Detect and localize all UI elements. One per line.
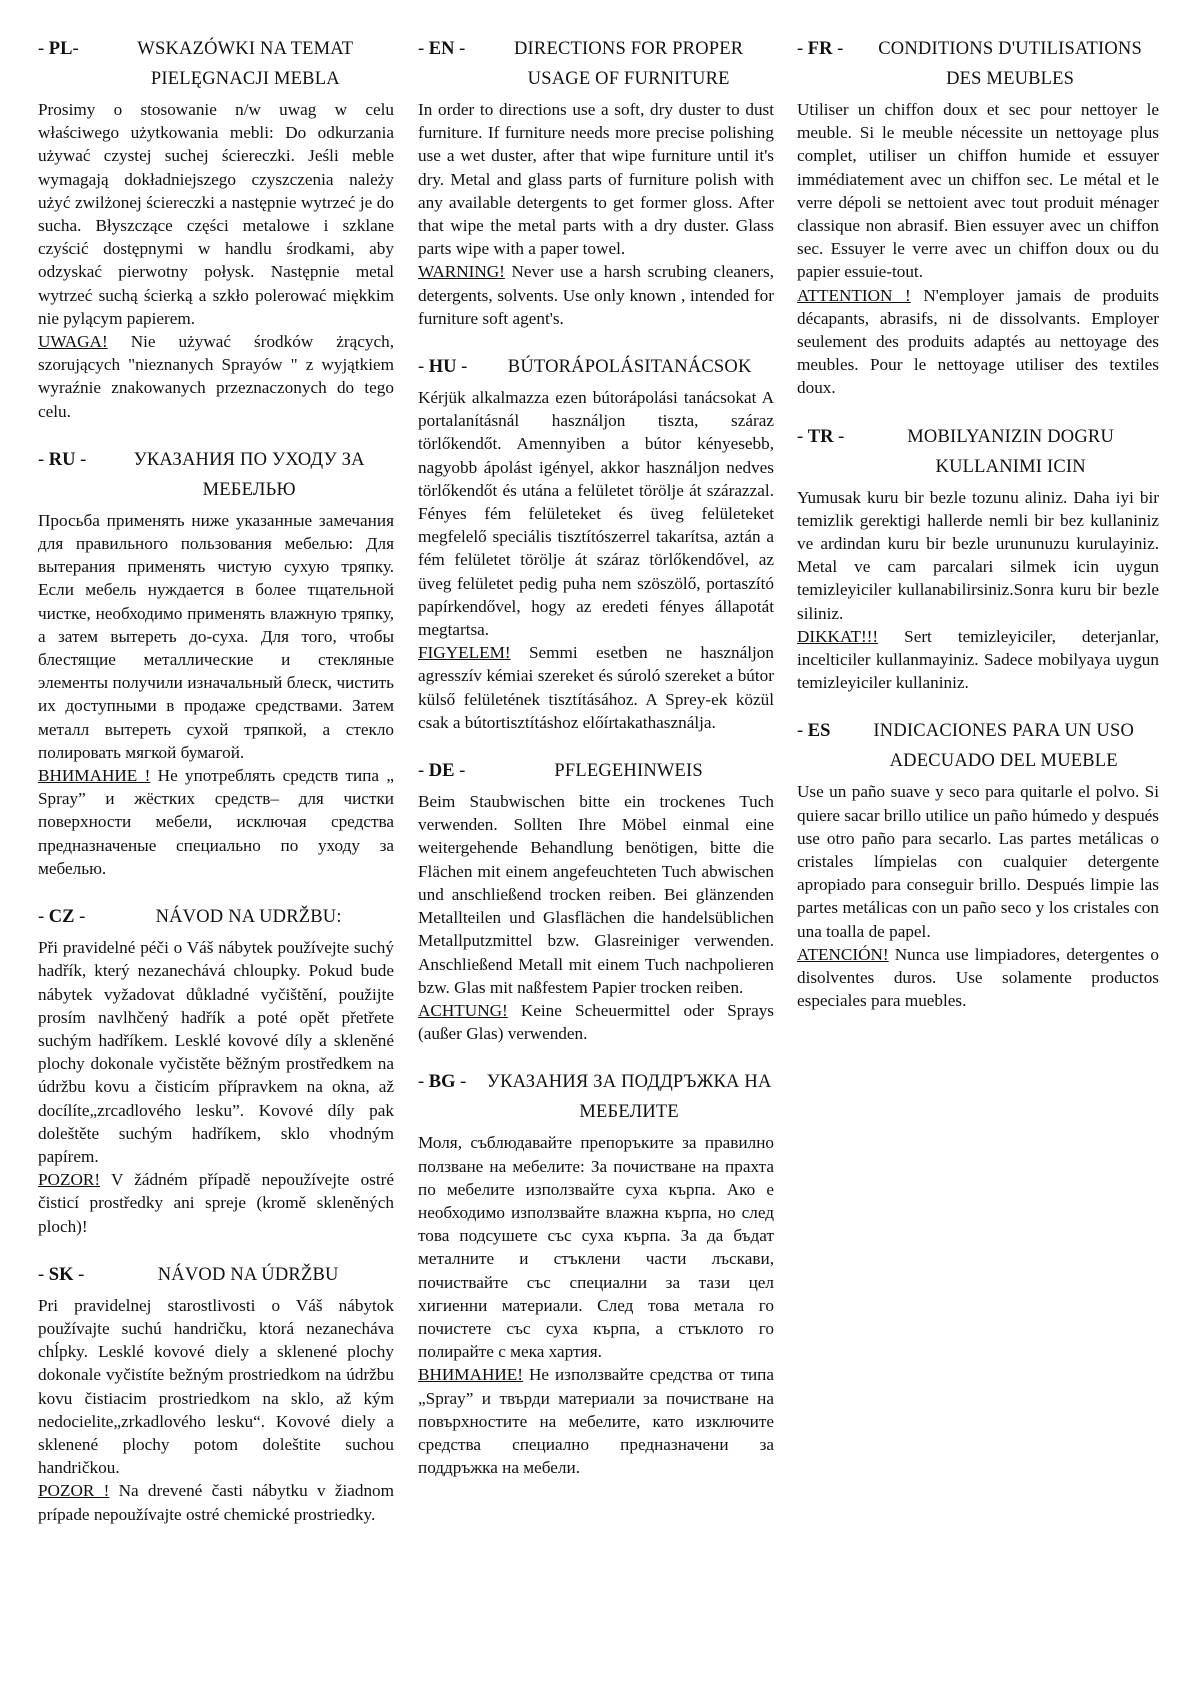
language-code: - PL- (38, 39, 79, 59)
warning-label: ACHTUNG! (418, 1000, 508, 1020)
language-code: - CZ - (38, 907, 86, 928)
section-warning (418, 641, 774, 734)
section-body: Kérjük alkalmazza ezen bútorápolási tanácsokat A portalanításnál használjon tiszta, száraz törlőkendőt. Amennyiben a bútor kényesebb, nagyobb ápolást igényel, akkor használjon nedves törlőkendőt és utána a felületet törölje át szárazzal. Fényes fém felületeket és üveg felületeket megfelelő speciális tisztítószerrel takarítsa, aztán a fém felületet törölje át száraz törlőkendővel, az üveg felületet pedig puha nem szöszölő, portaszító papírkendővel, hogy az eredeti fényes állapotát megtartsa. (418, 388, 774, 640)
column-middle (418, 34, 774, 1501)
section-warning (418, 999, 774, 1045)
section-warning (797, 943, 1159, 1013)
warning-label: UWAGA! (38, 332, 108, 352)
section-warning (38, 764, 394, 880)
warning-text: Не използвайте средства от типа „Spray” и твърди материали за почистване на повърхностите на мебелите, като изключите средства специално предназначени за поддръжка на мебели. (418, 1365, 774, 1478)
section-en (418, 34, 774, 330)
warning-text: Na drevené časti nábytku v žiadnom prípade nepoužívajte ostré chemické prostriedky. (38, 1481, 395, 1524)
section-header (418, 352, 774, 382)
warning-text: Nie używać środków żrących, szorujących "nieznanych Sprayów " z wyjątkiem wyraźnie znakowanych przeznaczonych do tego celu. (38, 332, 394, 421)
section-header (38, 34, 394, 94)
section-title: BÚTORÁPOLÁSITANÁCSOK (507, 357, 752, 378)
section-warning (418, 260, 774, 330)
warning-label: ATENCIÓN! (797, 944, 889, 964)
section-title: WSKAZÓWKI NA TEMAT PIELĘGNACJI MEBLA (137, 39, 354, 89)
warning-label: FIGYELEM! (418, 643, 511, 663)
warning-text: Semmi esetben ne használjon agresszív kémiai szereket és súroló szereket a bútor külső felületének tisztításához. A Sprey-ek közül csak a bútortisztításhoz előírtakathasználja. (418, 643, 774, 732)
section-header (38, 445, 394, 505)
warning-text: Sert temizleyiciler, deterjanlar, incelticiler kullanmayiniz. Sadece mobilyaya uygun temizleyiciler kullaniniz. (797, 626, 1159, 693)
section-pl (38, 34, 394, 423)
language-code: - SK - (38, 1264, 85, 1285)
section-title: NÁVOD NA ÚDRŽBU (157, 1264, 339, 1285)
section-header (797, 34, 1159, 94)
section-title: УКАЗАНИЯ ЗА ПОДДРЪЖКА НА МЕБЕЛИТЕ (486, 1072, 772, 1123)
section-bg (418, 1067, 774, 1479)
section-body: Prosimy o stosowanie n/w uwag w celu właściwego użytkowania mebli: Do odkurzania używać czystej suchej ściereczki. Jeśli meble wymagają dokładniejszego czyszczenia należy użyć zwilżonej ściereczki a następnie wytrzeć je do sucha. Błyszczące części metalowe i szklane czyścić dostępnymi w handlu środkami, aby odzyskać pierwotny połysk. Następnie metal wytrzeć suchą ścierką a szkło polerować miękkim nie pylącym papierem. (38, 100, 394, 328)
section-fr (797, 34, 1159, 400)
warning-text: Never use a harsh scrubing cleaners, detergents, solvents. Use only known , intended for furniture soft agent's. (418, 262, 774, 328)
warning-text: N'employer jamais de produits décapants, abrasifs, ni de dissolvants. Employer seulement des produits adaptés au nettoyage des meubles. Pour le nettoyage utiliser des textiles doux. (797, 285, 1159, 398)
warning-text: V žádném případě nepoužívejte ostré čisticí prostředky ani spreje (kromě skleněných ploch)! (38, 1170, 394, 1236)
section-body: Use un paño suave y seco para quitarle el polvo. Si quiere sacar brillo utilice un paño húmedo y después use otro paño para secarlo. Las partes metálicas o cristales límpielas con cualquier detergente apropiado para conseguir brillo. Después limpie las partes metálicas con un paño seco y los cristales con una toalla de papel. (797, 782, 1159, 941)
section-sk (38, 1260, 394, 1526)
language-code: - RU - (38, 449, 87, 470)
section-warning (797, 284, 1159, 400)
section-header (38, 1260, 394, 1290)
section-body: Při pravidelné péči o Váš nábytek používejte suchý hadřík, který nezanechává chloupky. Pokud bude nábytek vyžadovat důkladné vyčištění, použijte prosím navlhčený hadřík a poté opět přetřete suchým hadříkem. Lesklé kovové díly a skleněné plochy dokonale vyčistěte běžným prostředkem na údržbu kovu a čisticím přípravkem na okna, až docílíte„zrcadlového lesku”. Kovové díly pak doleštěte suchým hadříkem, sklo vhodným papírem. (38, 938, 394, 1166)
section-hu (418, 352, 774, 734)
section-cz (38, 902, 394, 1238)
language-code: - DE - (418, 761, 466, 782)
language-code: - EN - (418, 39, 466, 59)
warning-label: ВНИМАНИЕ! (418, 1365, 524, 1385)
language-code: - FR - (797, 39, 844, 59)
warning-text: Nunca use limpiadores, detergentes o disolventes duros. Use solamente productos especiales para muebles. (797, 944, 1159, 1011)
section-es (797, 716, 1159, 1012)
section-title: PFLEGEHINWEIS (554, 761, 703, 782)
section-body: Utiliser un chiffon doux et sec pour nettoyer le meuble. Si le meuble nécessite un nettoyage plus complet, utiliser un chiffon humide et essuyer immédiatement avec un chiffon sec. Le métal et le verre dépoli se nettoient avec tout produit ménager classique non abrasif. Bien essuyer avec un chiffon sec. Essuyer le verre avec un chiffon doux ou du papier essuie-tout. (797, 100, 1159, 282)
section-header (797, 716, 1159, 776)
language-code: - ES (797, 721, 831, 742)
warning-label: ВНИМАНИЕ ! (38, 766, 151, 786)
section-title: MOBILYANIZIN DOGRU KULLANIMI ICIN (907, 426, 1115, 477)
section-body: In order to directions use a soft, dry duster to dust furniture. If furniture needs more precise polishing use a wet duster, after that wipe furniture until it's dry. Metal and glass parts of furniture polish with any available detergents to get former gloss. After that wipe the metal parts with a dry duster. Glass parts wipe with a paper towel. (418, 100, 774, 259)
section-title: УКАЗАНИЯ ПО УХОДУ ЗА МЕБЕЛЬЮ (133, 449, 365, 500)
section-warning (418, 1363, 774, 1479)
warning-label: POZOR! (38, 1170, 101, 1190)
section-title: CONDITIONS D'UTILISATIONS DES MEUBLES (878, 39, 1142, 89)
section-header (797, 422, 1159, 482)
warning-label: ATTENTION ! (797, 285, 911, 305)
language-code: - HU - (418, 357, 468, 378)
section-warning (38, 1168, 394, 1238)
section-header (418, 756, 774, 786)
column-left (38, 34, 394, 1548)
section-body: Yumusak kuru bir bezle tozunu aliniz. Daha iyi bir temizlik gerektigi hallerde nemli bir bez kullaniniz ve ardindan kuru bir bezle urununuzu kurulayiniz. Metal ve cam parcalari silmek icin uygun temizleyiciler kullanabilirsiniz.Sonra kuru bir bezle siliniz. (797, 487, 1159, 623)
language-code: - TR - (797, 426, 845, 447)
section-tr (797, 422, 1159, 695)
section-title: INDICACIONES PARA UN USO ADECUADO DEL MUEBLE (873, 721, 1135, 772)
section-body: Моля, съблюдавайте препоръките за правилно ползване на мебелите: За почистване на прахта по мебелите използвайте суха кърпа. Ако е необходимо използвайте влажна кърпа, но след това подсушете със суха кърпа. За да бъдат металните и стъклени части лъскави, почиствайте със специални за тази цел хигиенни материали. След това метала го почистете със суха кърпа, а стъклото го полирайте с мека хартия. (418, 1133, 774, 1362)
section-title: DIRECTIONS FOR PROPER USAGE OF FURNITURE (513, 39, 744, 89)
section-body: Просьба применять ниже указанные замечания для правильного пользования мебелью: Для вытерания применять чистую сухую тряпку. Если мебель нуждается в более тщательной чистке, необходимо применять влажную тряпку, а затем вытереть до-суха. Для того, чтобы блестящие металлические и стекляные элементы получили изначальный блеск, чистить их доступными в продаже средствами. Затем металл вытереть сухой тряпкой, а стекло полировать мягкой бумагой. (38, 510, 394, 762)
section-title: NÁVOD NA UDRŽBU: (155, 907, 342, 928)
section-warning (38, 1479, 394, 1525)
section-warning (797, 625, 1159, 695)
warning-text: Keine Scheuermittel oder Sprays (außer Glas) verwenden. (418, 1000, 774, 1044)
section-header (418, 34, 774, 94)
section-header (38, 902, 394, 932)
section-header (418, 1067, 774, 1127)
section-warning (38, 330, 394, 423)
section-ru (38, 445, 394, 880)
section-body: Beim Staubwischen bitte ein trockenes Tuch verwenden. Sollten Ihre Möbel einmal eine weitergehende Behandlung benötigen, bitte die Flächen mit einem angefeuchteten Tuch abwischen und anschließend trocken reiben. Bei glänzenden Metallteilen und Glasflächen die handelsüblichen Metallputzmittel bzw. Glasreiniger verwenden. Anschließend Metall mit einem Tuch nachpolieren bzw. Glas mit naßfestem Papier trocken reiben. (418, 792, 774, 997)
warning-label: POZOR ! (38, 1481, 110, 1501)
warning-label: WARNING! (418, 262, 505, 282)
language-code: - BG - (418, 1072, 467, 1093)
warning-text: Не употреблять средств типа „ Spray” и жёстких средств– для чистки поверхности мебели, исключая средства предназначеные специально по уходу за мебелью. (38, 766, 394, 878)
section-de (418, 756, 774, 1045)
warning-label: DIKKAT!!! (797, 626, 879, 646)
column-right (797, 34, 1159, 1035)
section-body: Pri pravidelnej starostlivosti o Váš nábytok používajte suchú handričku, ktorá nezanecháva chĺpky. Lesklé kovové diely a sklenené plochy dokonale vyčistíte bežným prostriedkom na údržbu kovu čistiacim prostriedkom na sklo, až kým nedocielite„zrkadlového lesku“. Kovové diely a sklenené plochy potom doleštite suchou handričkou. (38, 1295, 394, 1478)
